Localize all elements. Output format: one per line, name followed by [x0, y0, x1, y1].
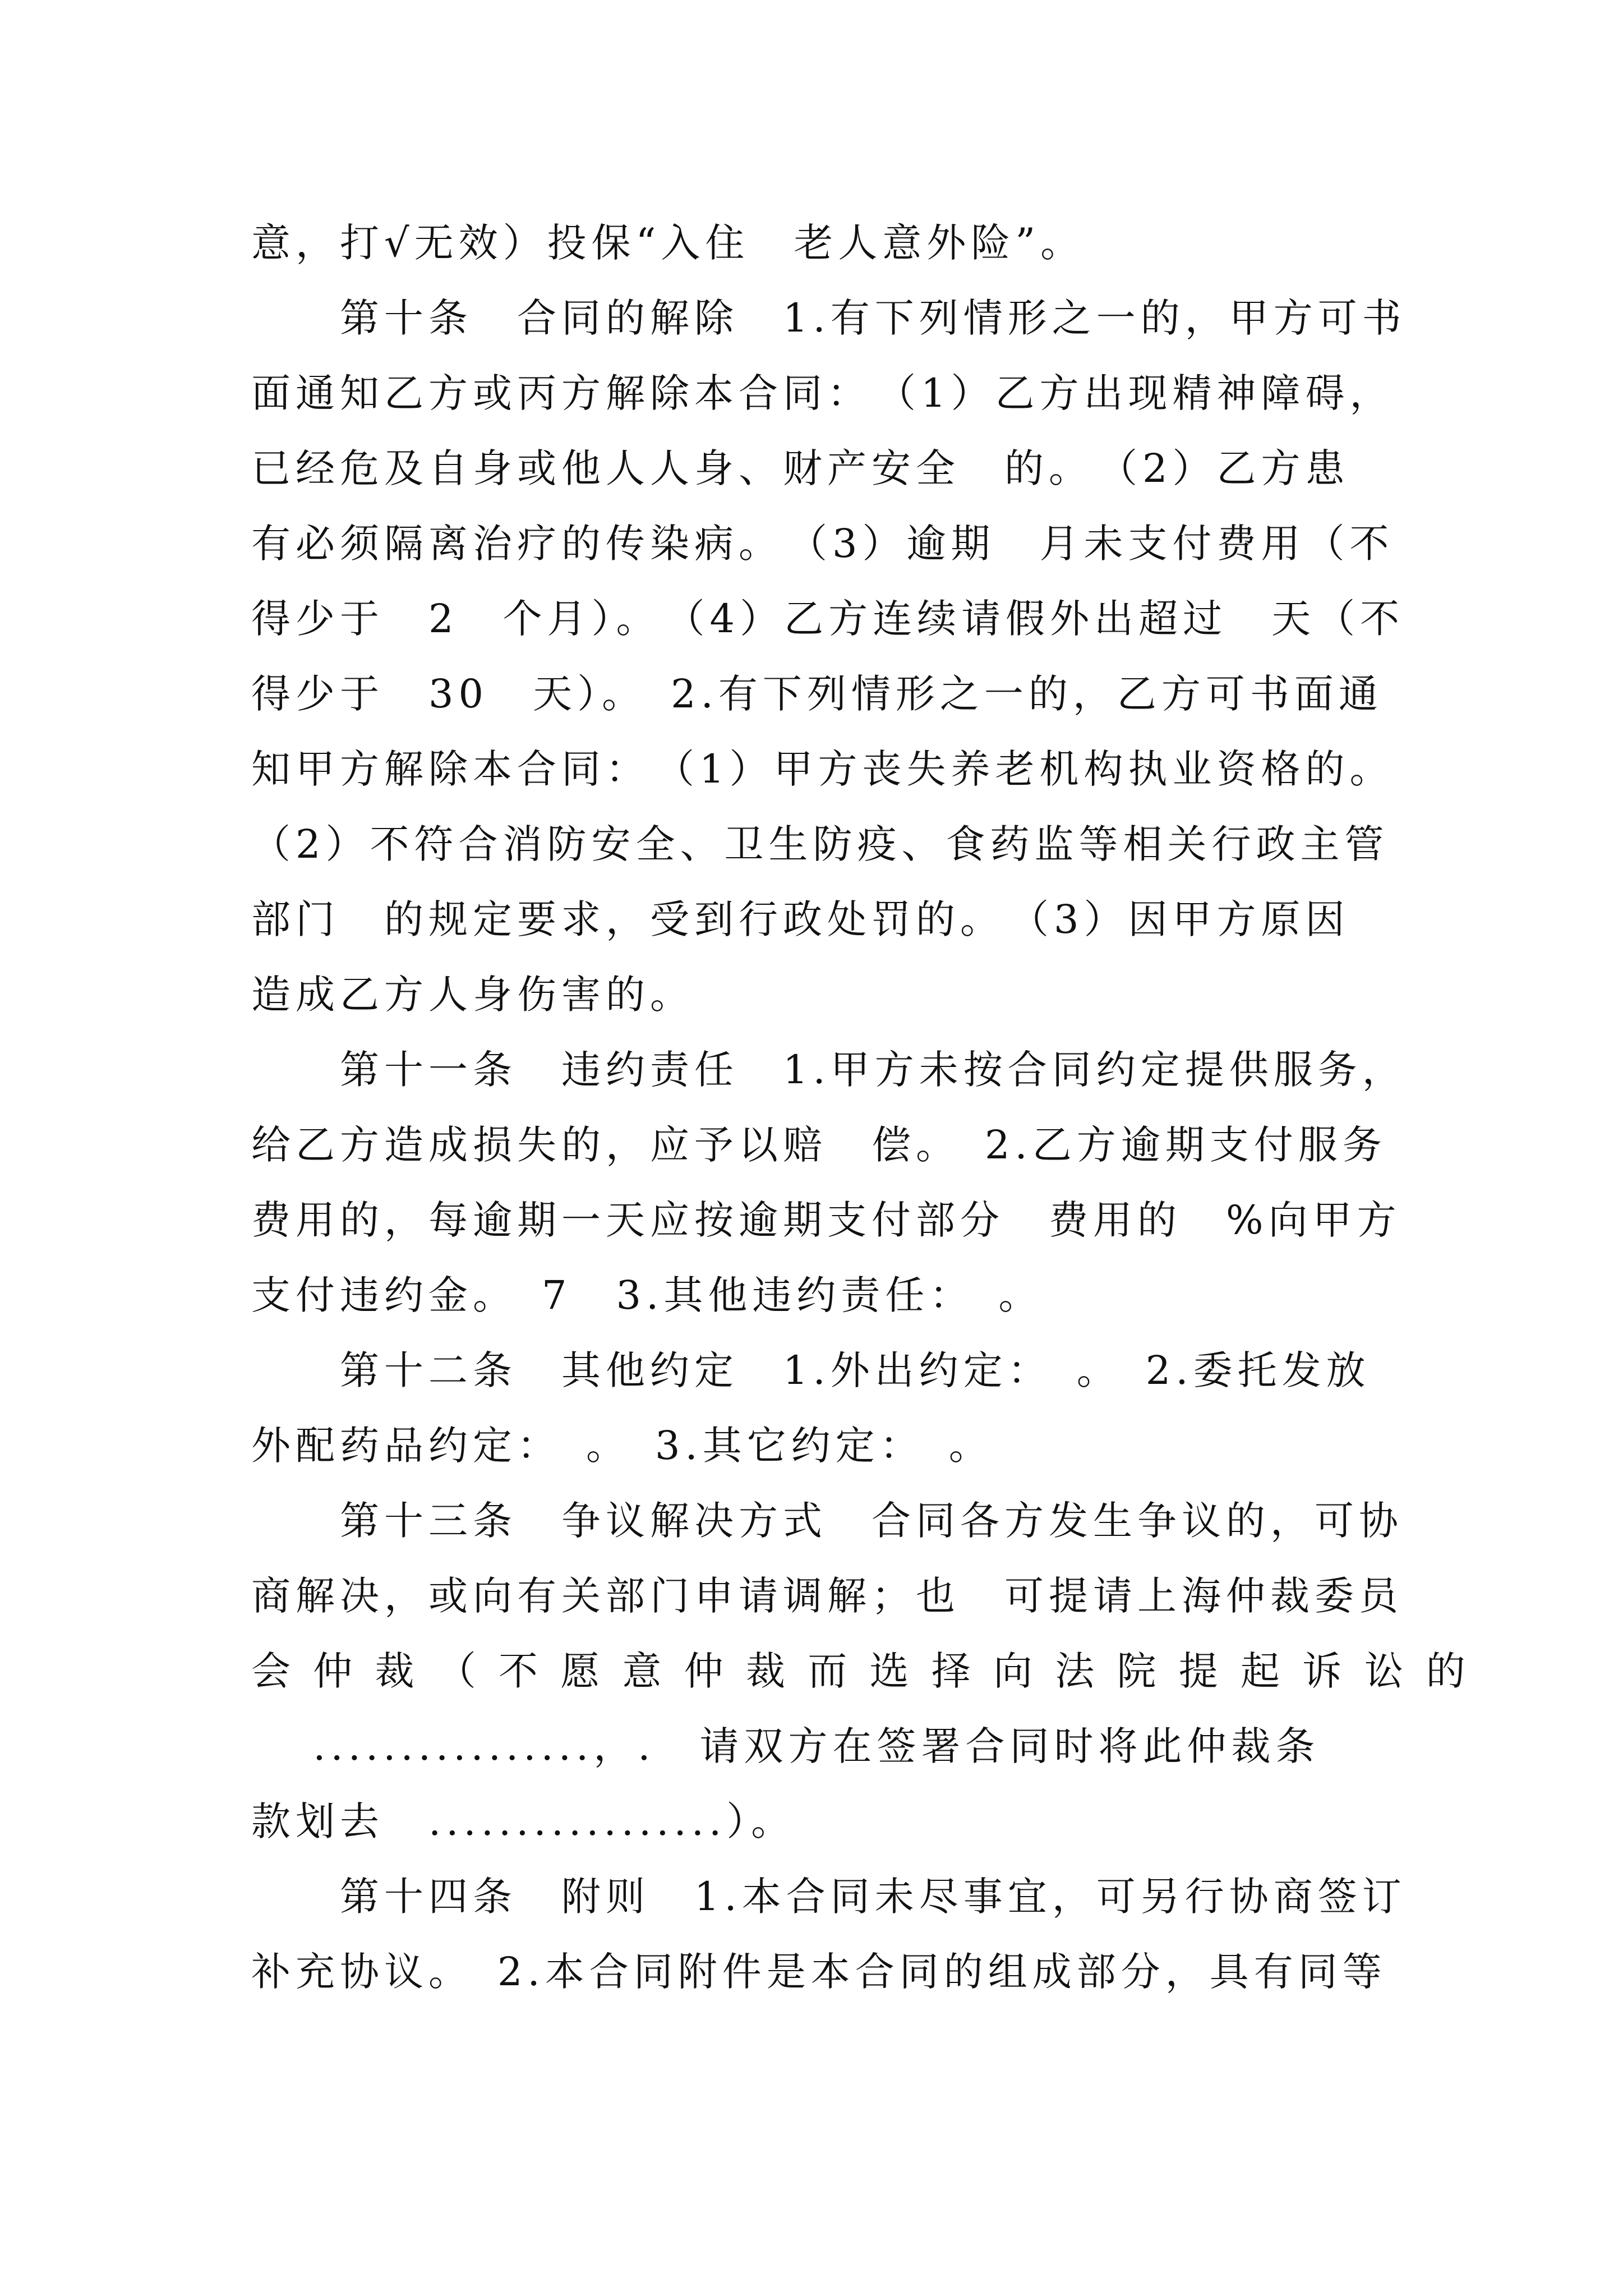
text-line: ................，. 请双方在签署合同时将此仲裁条 [251, 1723, 1320, 1769]
text-line: 造成乙方人身伤害的。 [251, 972, 694, 1018]
text-line: 意，打√无效）投保“入住 老人意外险”。 [251, 220, 1085, 266]
text-line: 第十条 合同的解除 1.有下列情形之一的，甲方可书 [251, 295, 1407, 341]
text-line: 第十二条 其他约定 1.外出约定： 。 2.委托发放 [251, 1347, 1371, 1393]
document-body [251, 205, 1470, 2009]
text-line: 第十一条 违约责任 1.甲方未按合同约定提供服务， [251, 1047, 1407, 1093]
text-line: 有必须隔离治疗的传染病。 （3）逾期 月未支付费用（不 [251, 521, 1394, 567]
text-line: 第十三条 争议解决方式 合同各方发生争议的，可协 [251, 1498, 1403, 1544]
text-line: 外配药品约定： 。 3.其它约定： 。 [251, 1423, 993, 1469]
text-line: 已经危及自身或他人人身、财产安全 的。 （2）乙方患 [251, 445, 1350, 491]
text-line: 会 仲 裁 （ 不 愿 意 仲 裁 而 选 择 向 法 院 提 起 诉 讼 的 [251, 1648, 1470, 1694]
text-line: 知甲方解除本合同： （1）甲方丧失养老机构执业资格的。 [251, 746, 1394, 792]
text-line: 商解决，或向有关部门申请调解；也 可提请上海仲裁委员 [251, 1573, 1403, 1619]
text-line: 支付违约金。 7 3.其他违约责任： 。 [251, 1272, 1043, 1318]
text-line: 第十四条 附则 1.本合同未尽事宜，可另行协商签订 [251, 1874, 1407, 1920]
text-line: 得少于 2 个月）。 （4）乙方连续请假外出超过 天（不 [251, 596, 1405, 642]
text-line: 面通知乙方或丙方解除本合同： （1）乙方出现精神障碍， [251, 370, 1394, 416]
text-line: 得少于 30 天）。 2.有下列情形之一的，乙方可书面通 [251, 671, 1383, 717]
text-line: 款划去 .................）。 [251, 1798, 796, 1844]
text-line: 费用的，每逾期一天应按逾期支付部分 费用的 %向甲方 [251, 1197, 1401, 1243]
text-line: 补充协议。 2.本合同附件是本合同的组成部分，具有同等 [251, 1949, 1387, 1995]
text-line: 部门 的规定要求，受到行政处罚的。 （3）因甲方原因 [251, 896, 1350, 942]
text-line: 给乙方造成损失的，应予以赔 偿。 2.乙方逾期支付服务 [251, 1122, 1387, 1168]
text-line: （2）不符合消防安全、卫生防疫、食药监等相关行政主管 [251, 821, 1389, 867]
